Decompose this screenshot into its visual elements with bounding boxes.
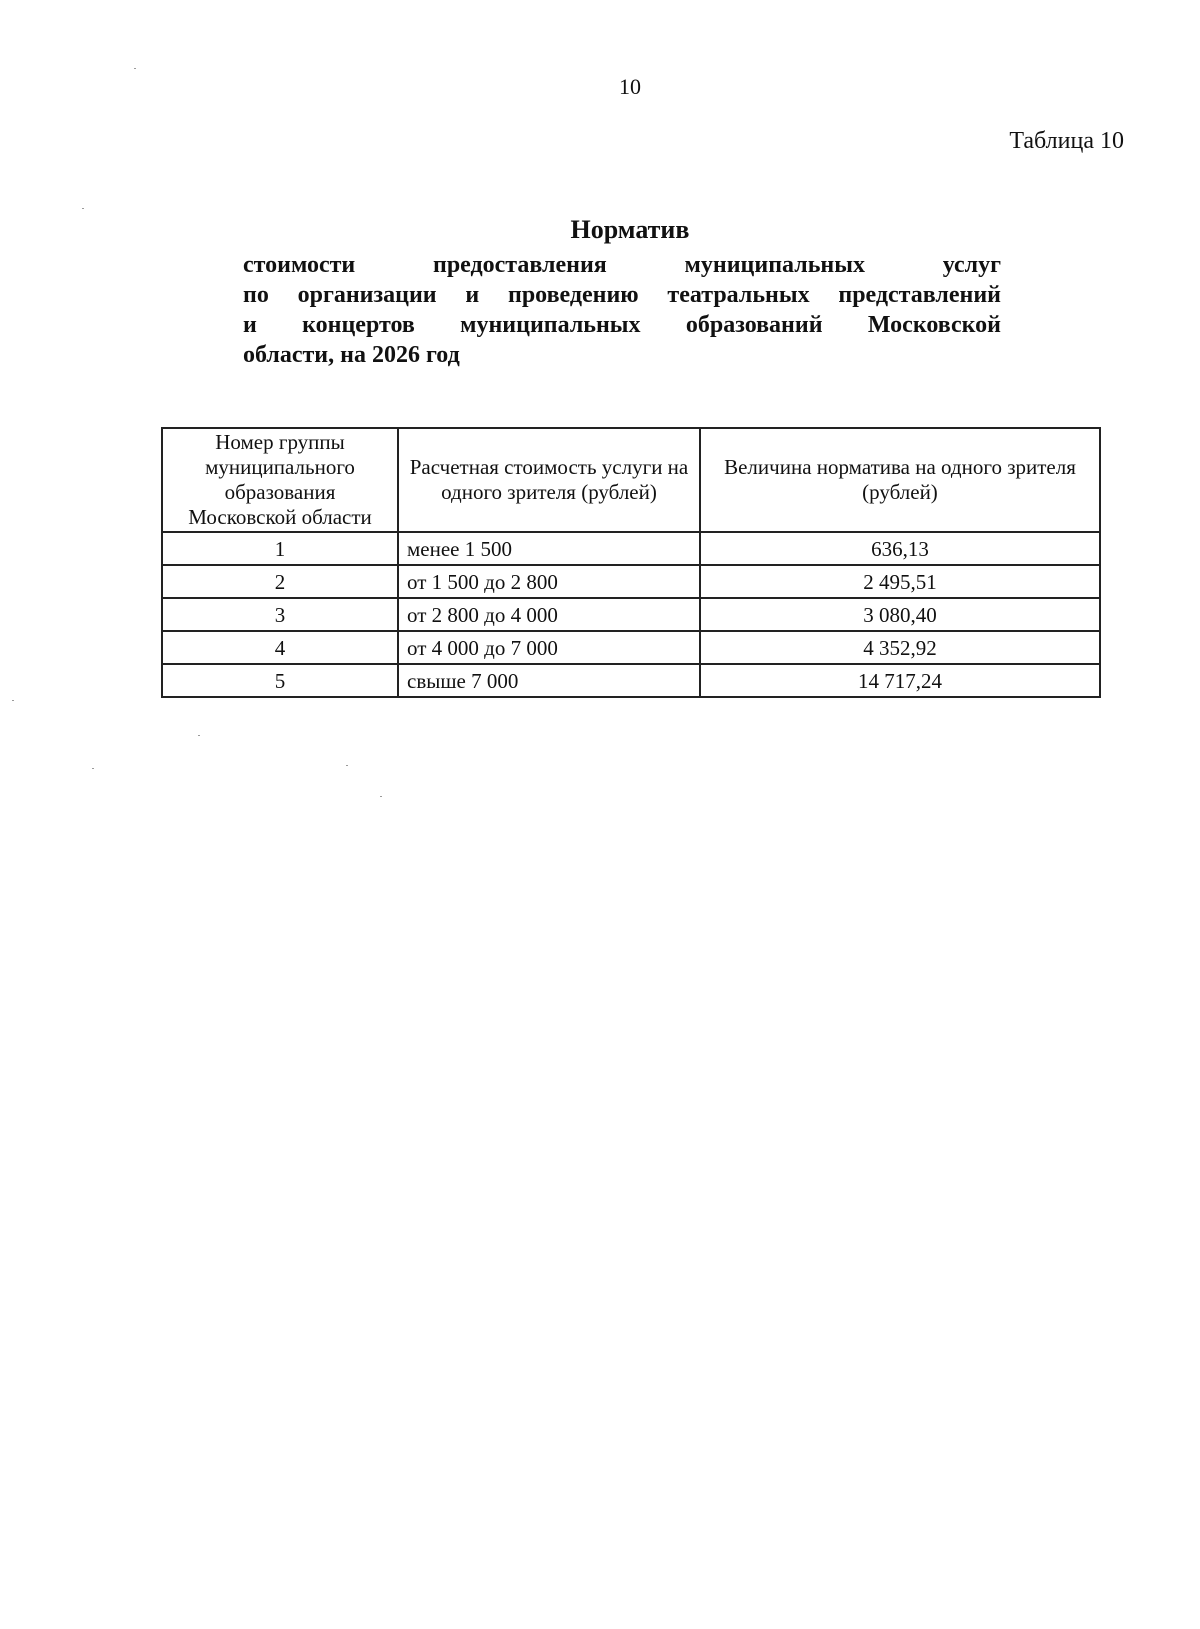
subtitle-line: по организации и проведению театральных представлений [243, 282, 1001, 308]
table-row [162, 565, 1100, 598]
cell-norm: 636,13 [700, 532, 1100, 565]
page-number: 10 [619, 74, 641, 99]
table-row [162, 664, 1100, 697]
scan-speck [12, 700, 14, 701]
normative-table [161, 427, 1101, 698]
header-estimated-cost: Расчетная стоимость услуги на одного зрителя (рублей) [398, 428, 700, 532]
scan-speck [92, 768, 94, 769]
table-row [162, 631, 1100, 664]
scan-speck [198, 735, 200, 736]
cell-norm: 14 717,24 [700, 664, 1100, 697]
cell-cost: от 4 000 до 7 000 [398, 631, 700, 664]
table-row [162, 598, 1100, 631]
document-subtitle [243, 250, 1001, 370]
subtitle-line: и концертов муниципальных образований Московской [243, 312, 1001, 338]
scan-speck [380, 796, 382, 797]
table-caption: Таблица 10 [1009, 128, 1124, 154]
cell-cost: от 2 800 до 4 000 [398, 598, 700, 631]
scan-speck [346, 765, 348, 766]
header-group-number: Номер группы муниципального образования Московской области [162, 428, 398, 532]
cell-cost: свыше 7 000 [398, 664, 700, 697]
table-header-row [162, 428, 1100, 532]
header-normative-value: Величина норматива на одного зрителя (рублей) [700, 428, 1100, 532]
cell-group: 3 [162, 598, 398, 631]
subtitle-line: области, на 2026 год [243, 342, 460, 368]
scan-speck [134, 68, 136, 69]
table-row [162, 532, 1100, 565]
cell-norm: 2 495,51 [700, 565, 1100, 598]
cell-group: 4 [162, 631, 398, 664]
scan-speck [82, 208, 84, 209]
cell-group: 2 [162, 565, 398, 598]
subtitle-line: стоимости предоставления муниципальных услуг [243, 252, 1001, 278]
document-title: Норматив [570, 215, 690, 244]
cell-cost: от 1 500 до 2 800 [398, 565, 700, 598]
cell-group: 5 [162, 664, 398, 697]
cell-cost: менее 1 500 [398, 532, 700, 565]
cell-norm: 3 080,40 [700, 598, 1100, 631]
cell-norm: 4 352,92 [700, 631, 1100, 664]
cell-group: 1 [162, 532, 398, 565]
